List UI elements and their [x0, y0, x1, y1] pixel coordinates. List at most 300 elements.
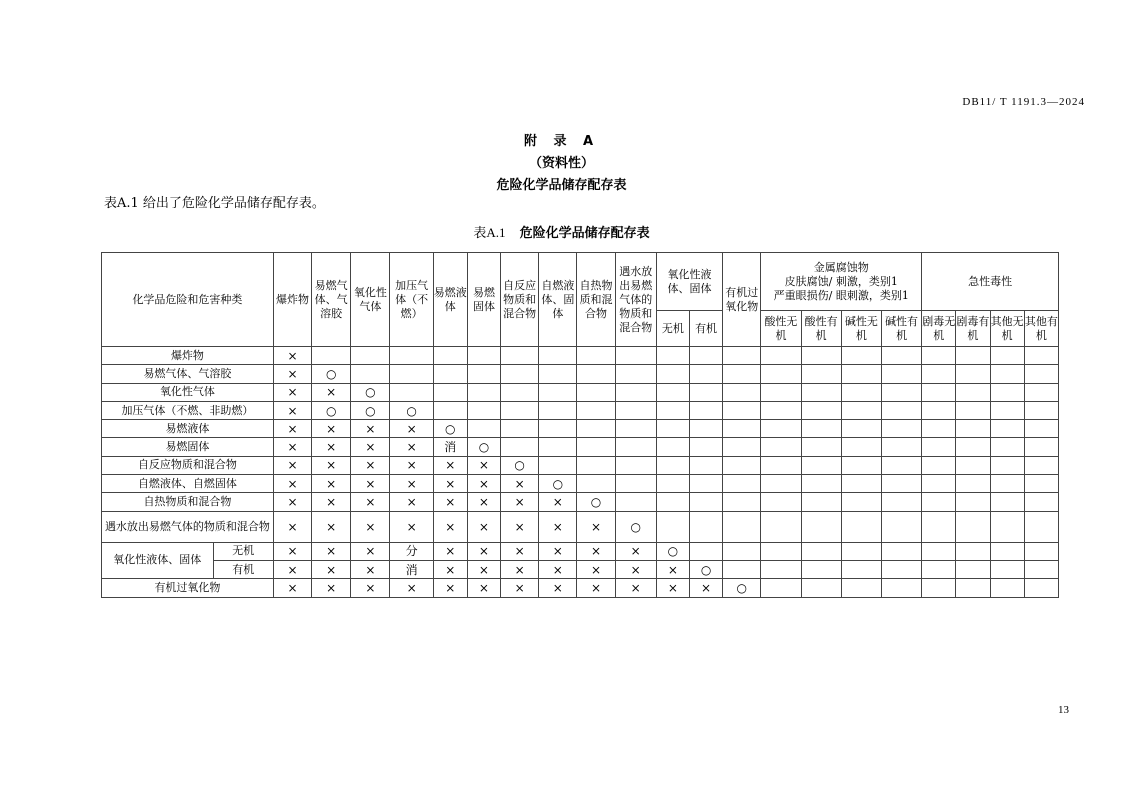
compatibility-cell — [841, 401, 881, 419]
appendix-type: （资料性） — [528, 156, 594, 171]
appendix-title: 附 录 A — [523, 134, 600, 149]
row-label: 有机 — [213, 560, 273, 578]
compatibility-cell — [689, 493, 722, 511]
compatibility-cell — [467, 383, 500, 401]
compatibility-cell — [723, 493, 761, 511]
compatibility-cell: × — [433, 579, 467, 597]
compatibility-cell — [539, 438, 577, 456]
row-group-label: 氧化性液体、固体 — [102, 542, 214, 579]
compatibility-cell — [841, 347, 881, 365]
compatibility-cell: × — [312, 579, 351, 597]
compatibility-cell — [881, 401, 921, 419]
compatibility-cell: × — [273, 456, 311, 474]
compatibility-cell — [922, 542, 956, 560]
compatibility-cell: × — [312, 560, 351, 578]
compatibility-cell — [841, 365, 881, 383]
compatibility-cell — [577, 420, 615, 438]
compatibility-cell — [467, 365, 500, 383]
compatibility-cell — [689, 347, 722, 365]
compatibility-cell — [841, 420, 881, 438]
compatibility-cell — [990, 579, 1024, 597]
compatibility-cell — [761, 475, 801, 493]
subcol-header: 无机 — [656, 311, 689, 347]
intro-text: 表A.1 给出了危险化学品储存配存表。 — [104, 196, 325, 211]
compatibility-cell — [761, 365, 801, 383]
compatibility-cell — [881, 560, 921, 578]
compatibility-cell: × — [467, 579, 500, 597]
compatibility-cell — [881, 438, 921, 456]
compatibility-cell: × — [577, 560, 615, 578]
compatibility-cell — [351, 365, 390, 383]
compatibility-cell — [1024, 347, 1058, 365]
compatibility-cell: 消 — [433, 438, 467, 456]
compatibility-cell — [615, 493, 656, 511]
compatibility-cell — [956, 401, 990, 419]
corrosive-group-line: 皮肤腐蚀/ 刺激，类别1 — [784, 274, 898, 288]
compatibility-cell: × — [312, 456, 351, 474]
compatibility-cell: × — [273, 365, 311, 383]
compatibility-cell: × — [312, 511, 351, 542]
subcol-header: 剧毒有机 — [956, 311, 990, 347]
compatibility-cell — [689, 438, 722, 456]
compatibility-cell — [1024, 560, 1058, 578]
compatibility-cell: × — [273, 475, 311, 493]
compatibility-cell — [881, 365, 921, 383]
compatibility-cell — [841, 579, 881, 597]
compatibility-cell — [723, 365, 761, 383]
compatibility-cell — [1024, 511, 1058, 542]
row-label: 氧化性气体 — [102, 383, 274, 401]
compatibility-cell: × — [539, 560, 577, 578]
subcol-header: 酸性无机 — [761, 311, 801, 347]
compatibility-cell — [761, 456, 801, 474]
compatibility-cell — [501, 383, 539, 401]
compatibility-cell — [922, 456, 956, 474]
table-caption — [0, 222, 1123, 241]
compatibility-cell — [433, 383, 467, 401]
row-label: 无机 — [213, 542, 273, 560]
col-header: 加压气体（不燃） — [390, 253, 433, 347]
compatibility-cell — [723, 347, 761, 365]
compatibility-cell — [656, 347, 689, 365]
compatibility-cell: × — [273, 347, 311, 365]
compatibility-cell — [922, 383, 956, 401]
compatibility-cell — [467, 420, 500, 438]
compatibility-cell — [956, 347, 990, 365]
compatibility-cell: × — [351, 438, 390, 456]
compatibility-cell: × — [467, 493, 500, 511]
compatibility-cell — [689, 542, 722, 560]
compatibility-cell — [761, 383, 801, 401]
compatibility-cell — [615, 347, 656, 365]
compatibility-cell — [501, 420, 539, 438]
table-row — [102, 542, 1059, 560]
row-label: 遇水放出易燃气体的物质和混合物 — [102, 511, 274, 542]
compatibility-cell — [841, 475, 881, 493]
compatibility-cell — [723, 511, 761, 542]
compatibility-cell — [761, 493, 801, 511]
table-row — [102, 383, 1059, 401]
compatibility-cell — [881, 420, 921, 438]
col-header: 氧化性气体 — [351, 253, 390, 347]
compatibility-cell — [723, 475, 761, 493]
compatibility-cell — [990, 542, 1024, 560]
compatibility-cell: × — [351, 456, 390, 474]
compatibility-cell — [539, 401, 577, 419]
compatibility-cell: ○ — [312, 365, 351, 383]
compatibility-cell: × — [351, 493, 390, 511]
compatibility-cell — [539, 347, 577, 365]
compatibility-cell — [539, 456, 577, 474]
compatibility-cell — [761, 511, 801, 542]
compatibility-cell — [467, 347, 500, 365]
compatibility-cell — [956, 511, 990, 542]
compatibility-cell: ○ — [689, 560, 722, 578]
compatibility-cell: × — [273, 542, 311, 560]
compatibility-cell — [501, 365, 539, 383]
compatibility-cell: × — [577, 542, 615, 560]
corrosive-group-header — [761, 253, 922, 311]
row-label: 易燃固体 — [102, 438, 274, 456]
compatibility-cell — [539, 365, 577, 383]
compatibility-cell — [881, 475, 921, 493]
compatibility-cell: ○ — [351, 383, 390, 401]
compatibility-cell: × — [467, 542, 500, 560]
compatibility-cell: × — [351, 560, 390, 578]
compatibility-cell — [761, 560, 801, 578]
compatibility-cell — [1024, 383, 1058, 401]
compatibility-cell — [956, 542, 990, 560]
compatibility-cell: × — [656, 579, 689, 597]
compatibility-cell: × — [615, 542, 656, 560]
compatibility-cell: 消 — [390, 560, 433, 578]
row-label: 爆炸物 — [102, 347, 274, 365]
compatibility-cell — [689, 383, 722, 401]
compatibility-cell — [956, 560, 990, 578]
compatibility-cell — [656, 456, 689, 474]
compatibility-cell: × — [351, 542, 390, 560]
compatibility-cell — [689, 511, 722, 542]
table-row — [102, 579, 1059, 597]
compatibility-cell — [577, 347, 615, 365]
compatibility-cell — [539, 383, 577, 401]
compatibility-cell — [990, 493, 1024, 511]
compatibility-cell — [1024, 401, 1058, 419]
compatibility-cell — [801, 475, 841, 493]
compatibility-cell: × — [433, 511, 467, 542]
compatibility-cell — [801, 365, 841, 383]
compatibility-cell: × — [390, 493, 433, 511]
compatibility-cell — [801, 542, 841, 560]
compatibility-cell: × — [390, 438, 433, 456]
compatibility-cell — [990, 401, 1024, 419]
compatibility-cell — [841, 493, 881, 511]
compatibility-cell — [615, 475, 656, 493]
compatibility-cell — [577, 456, 615, 474]
compatibility-cell: × — [501, 579, 539, 597]
table-row — [102, 420, 1059, 438]
compatibility-cell — [615, 420, 656, 438]
compatibility-cell — [615, 401, 656, 419]
compatibility-cell: ○ — [433, 420, 467, 438]
compatibility-cell — [922, 579, 956, 597]
compatibility-cell: × — [577, 511, 615, 542]
compatibility-cell: × — [467, 560, 500, 578]
compatibility-cell — [577, 383, 615, 401]
compatibility-cell: × — [312, 475, 351, 493]
table-row — [102, 456, 1059, 474]
oxidizer-group-header: 氧化性液体、固体 — [656, 253, 722, 311]
compatibility-cell — [990, 560, 1024, 578]
compatibility-cell — [1024, 542, 1058, 560]
compatibility-cell — [1024, 438, 1058, 456]
compatibility-cell — [433, 365, 467, 383]
compatibility-cell: × — [273, 383, 311, 401]
compatibility-cell — [956, 579, 990, 597]
page-number: 13 — [1058, 704, 1069, 716]
compatibility-cell — [1024, 579, 1058, 597]
compatibility-cell: × — [577, 579, 615, 597]
compatibility-cell: × — [312, 420, 351, 438]
compatibility-cell — [501, 347, 539, 365]
compatibility-cell — [467, 401, 500, 419]
compatibility-cell — [656, 383, 689, 401]
corrosive-group-line: 金属腐蚀物 — [813, 260, 869, 274]
table-row — [102, 438, 1059, 456]
compatibility-cell — [956, 420, 990, 438]
compatibility-cell: × — [351, 511, 390, 542]
compatibility-cell — [390, 383, 433, 401]
compatibility-cell: ○ — [390, 401, 433, 419]
compatibility-cell — [881, 542, 921, 560]
col-header: 易燃固体 — [467, 253, 500, 347]
compatibility-cell — [761, 420, 801, 438]
compatibility-cell: × — [467, 456, 500, 474]
compatibility-cell — [881, 383, 921, 401]
compatibility-cell — [922, 365, 956, 383]
subcol-header: 碱性有机 — [881, 311, 921, 347]
compatibility-cell — [801, 560, 841, 578]
col-header: 自反应物质和混合物 — [501, 253, 539, 347]
corrosive-group-line: 严重眼损伤/ 眼刺激，类别1 — [773, 288, 909, 302]
compatibility-cell — [990, 456, 1024, 474]
row-label: 自热物质和混合物 — [102, 493, 274, 511]
compatibility-cell — [723, 542, 761, 560]
compatibility-cell: × — [273, 401, 311, 419]
compatibility-cell — [723, 383, 761, 401]
header-corner: 化学品危险和危害种类 — [102, 253, 274, 347]
compatibility-cell — [689, 401, 722, 419]
compatibility-cell — [956, 438, 990, 456]
compatibility-cell: 分 — [390, 542, 433, 560]
compatibility-cell — [801, 493, 841, 511]
compatibility-cell: × — [390, 511, 433, 542]
document-code: DB11/ T 1191.3—2024 — [962, 96, 1085, 108]
peroxide-header: 有机过氧化物 — [723, 253, 761, 347]
compatibility-cell — [433, 401, 467, 419]
compatibility-cell: × — [312, 542, 351, 560]
compatibility-cell — [501, 401, 539, 419]
compatibility-cell: × — [689, 579, 722, 597]
compatibility-cell: × — [312, 493, 351, 511]
compatibility-cell: × — [351, 579, 390, 597]
compatibility-cell — [656, 365, 689, 383]
compatibility-cell — [689, 475, 722, 493]
compatibility-cell — [841, 511, 881, 542]
compatibility-cell — [922, 420, 956, 438]
compatibility-cell — [956, 456, 990, 474]
compatibility-cell — [577, 401, 615, 419]
compatibility-cell — [723, 456, 761, 474]
table-row — [102, 401, 1059, 419]
compatibility-cell: × — [433, 542, 467, 560]
table-caption-title: 危险化学品储存配存表 — [519, 226, 650, 241]
compatibility-cell: × — [539, 542, 577, 560]
compatibility-cell: × — [433, 475, 467, 493]
col-header: 易燃气体、气溶胶 — [312, 253, 351, 347]
compatibility-cell — [801, 420, 841, 438]
compatibility-cell — [841, 560, 881, 578]
compatibility-cell — [501, 438, 539, 456]
appendix-subject: 危险化学品储存配存表 — [496, 178, 627, 193]
compatibility-cell — [615, 383, 656, 401]
compatibility-cell: × — [312, 438, 351, 456]
compatibility-cell — [723, 420, 761, 438]
compatibility-cell: ○ — [539, 475, 577, 493]
row-label: 易燃气体、气溶胶 — [102, 365, 274, 383]
compatibility-cell: ○ — [577, 493, 615, 511]
compatibility-cell — [881, 493, 921, 511]
compatibility-cell: × — [390, 456, 433, 474]
col-header: 易燃液体 — [433, 253, 467, 347]
subcol-header: 剧毒无机 — [922, 311, 956, 347]
compatibility-cell — [615, 438, 656, 456]
compatibility-cell — [841, 542, 881, 560]
compatibility-cell — [656, 475, 689, 493]
subcol-header: 有机 — [689, 311, 722, 347]
table-row — [102, 560, 1059, 578]
compatibility-cell — [1024, 456, 1058, 474]
compatibility-cell: × — [390, 579, 433, 597]
compatibility-cell: × — [433, 560, 467, 578]
col-header: 自燃液体、固体 — [539, 253, 577, 347]
compatibility-cell — [801, 511, 841, 542]
compatibility-cell — [656, 420, 689, 438]
compatibility-cell: × — [501, 560, 539, 578]
compatibility-cell — [990, 365, 1024, 383]
compatibility-cell: × — [273, 560, 311, 578]
compatibility-cell: × — [312, 383, 351, 401]
subcol-header: 其他有机 — [1024, 311, 1058, 347]
col-header: 爆炸物 — [273, 253, 311, 347]
table-row — [102, 347, 1059, 365]
compatibility-cell: × — [539, 511, 577, 542]
subcol-header: 酸性有机 — [801, 311, 841, 347]
compatibility-cell — [656, 438, 689, 456]
compatibility-cell — [990, 420, 1024, 438]
compatibility-cell — [1024, 475, 1058, 493]
compatibility-cell — [801, 401, 841, 419]
compatibility-cell — [761, 579, 801, 597]
table-row — [102, 365, 1059, 383]
compatibility-cell: ○ — [656, 542, 689, 560]
compatibility-cell — [801, 383, 841, 401]
compatibility-cell — [922, 438, 956, 456]
compatibility-cell — [990, 383, 1024, 401]
compatibility-cell: × — [501, 475, 539, 493]
row-label: 自燃液体、自燃固体 — [102, 475, 274, 493]
compatibility-cell — [433, 347, 467, 365]
table-caption-number: 表A.1 — [473, 225, 506, 240]
compatibility-cell — [990, 438, 1024, 456]
compatibility-cell: × — [467, 475, 500, 493]
compatibility-cell: × — [539, 579, 577, 597]
compatibility-cell — [881, 579, 921, 597]
compatibility-cell — [922, 511, 956, 542]
compatibility-cell — [689, 365, 722, 383]
compatibility-cell — [1024, 420, 1058, 438]
col-header: 遇水放出易燃气体的物质和混合物 — [615, 253, 656, 347]
compatibility-cell — [956, 475, 990, 493]
compatibility-cell: × — [433, 493, 467, 511]
compatibility-cell: × — [390, 475, 433, 493]
compatibility-cell — [841, 383, 881, 401]
compatibility-cell: × — [615, 579, 656, 597]
compatibility-cell — [312, 347, 351, 365]
compatibility-cell: × — [467, 511, 500, 542]
compatibility-cell — [1024, 365, 1058, 383]
row-label: 自反应物质和混合物 — [102, 456, 274, 474]
compatibility-cell — [390, 347, 433, 365]
compatibility-cell — [723, 438, 761, 456]
compatibility-cell: × — [273, 420, 311, 438]
compatibility-cell — [801, 456, 841, 474]
subcol-header: 其他无机 — [990, 311, 1024, 347]
compatibility-cell: × — [501, 511, 539, 542]
compatibility-cell: × — [273, 511, 311, 542]
compatibility-cell — [761, 347, 801, 365]
compatibility-cell: × — [433, 456, 467, 474]
compatibility-cell — [990, 475, 1024, 493]
compatibility-cell — [656, 511, 689, 542]
compatibility-cell — [956, 493, 990, 511]
compatibility-cell: ○ — [312, 401, 351, 419]
compatibility-cell — [723, 401, 761, 419]
compatibility-cell — [723, 560, 761, 578]
compatibility-cell — [922, 347, 956, 365]
compatibility-cell — [801, 438, 841, 456]
compatibility-cell: × — [351, 420, 390, 438]
toxic-group-header: 急性毒性 — [922, 253, 1059, 311]
compatibility-cell — [351, 347, 390, 365]
col-header: 自热物质和混合物 — [577, 253, 615, 347]
compatibility-cell — [922, 560, 956, 578]
compatibility-cell: ○ — [351, 401, 390, 419]
compatibility-cell: × — [656, 560, 689, 578]
compatibility-cell: ○ — [615, 511, 656, 542]
compatibility-cell: ○ — [723, 579, 761, 597]
compatibility-cell — [577, 365, 615, 383]
compatibility-cell — [922, 493, 956, 511]
compatibility-cell — [689, 420, 722, 438]
compatibility-cell: × — [273, 493, 311, 511]
compatibility-cell — [801, 579, 841, 597]
compatibility-cell: × — [273, 438, 311, 456]
compatibility-cell: × — [501, 493, 539, 511]
compatibility-cell — [539, 420, 577, 438]
compatibility-cell — [922, 475, 956, 493]
compatibility-cell: × — [501, 542, 539, 560]
